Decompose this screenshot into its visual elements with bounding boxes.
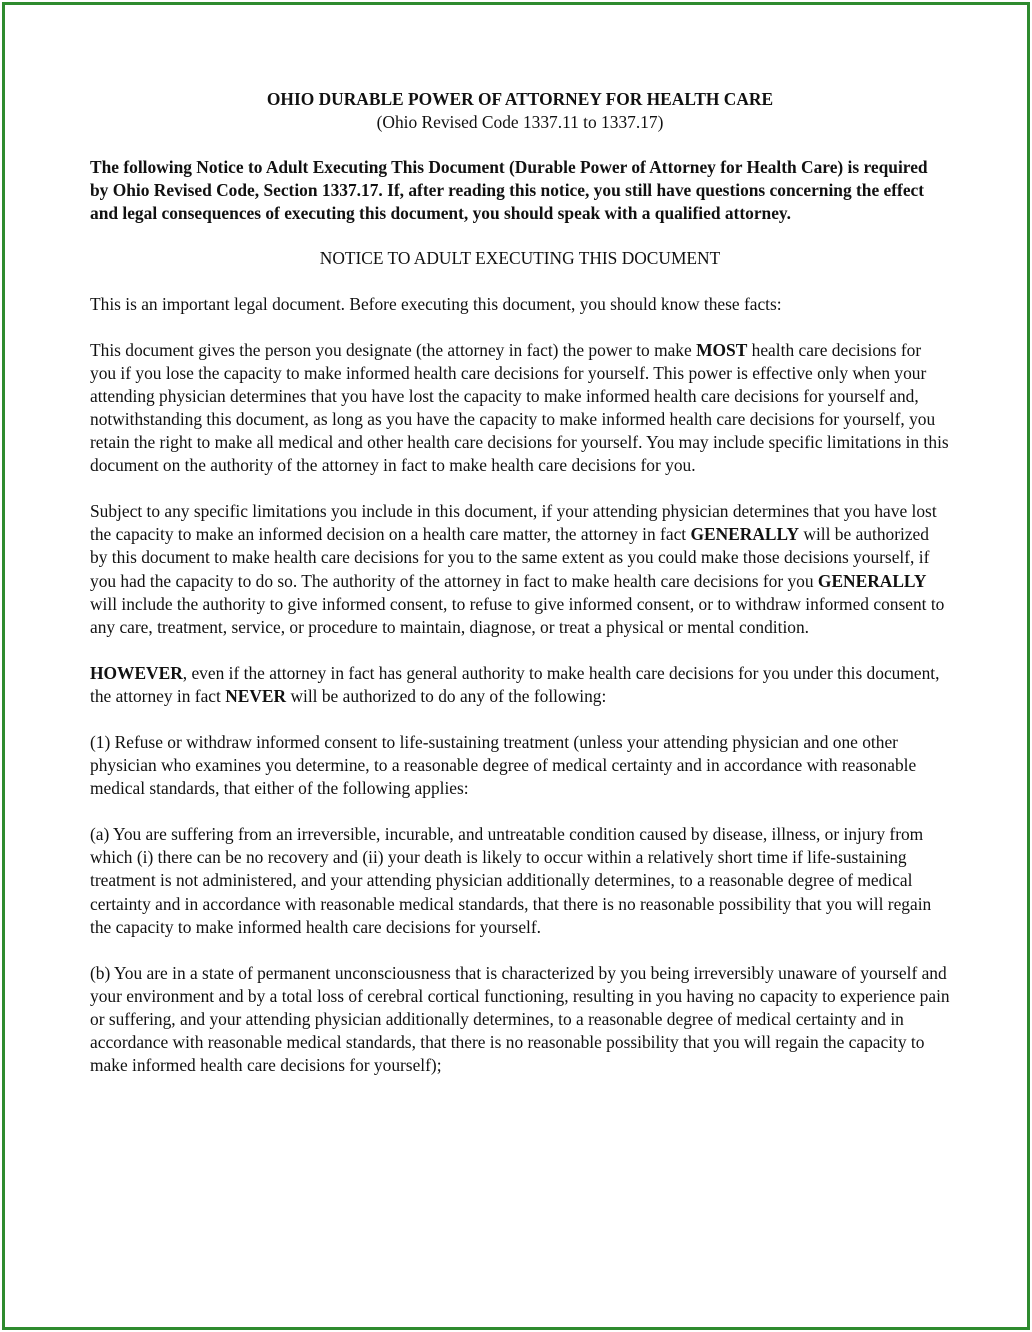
emphasis-generally: GENERALLY [817, 570, 927, 591]
paragraph-text: will include the authority to give informed consent, to refuse to give informed consent, or to withdraw informed consent to any care, treatment, service, or procedure to maintain, diagnose, or treat a physical or mental condition. [90, 593, 945, 637]
document-page [90, 88, 950, 1100]
intro-notice: The following Notice to Adult Executing This Document (Durable Power of Attorney for Health Care) is required by Ohio Revised Code, Section 1337.17. If, after reading this notice, you still have questions concerning the effect and legal consequences of executing this document, you should speak with a qualified attorney. [90, 157, 928, 224]
paragraph-text: will be authorized by this document to make health care decisions for you to the same extent as you could make those decisions yourself, if you had the capacity to do so. The authority of the attorney in fact to make health care decisions for you [90, 524, 930, 591]
document-subtitle: (Ohio Revised Code 1337.11 to 1337.17) [376, 112, 664, 133]
paragraph-item-1: (1) Refuse or withdraw informed consent to life-sustaining treatment (unless your attending physician and one other physician who examines you determine, to a reasonable degree of medical certainty and in accordance with reasonable medical standards, that either of the following applies: [90, 731, 917, 799]
paragraph-important: This is an important legal document. Before executing this document, you should know these facts: [90, 293, 782, 314]
paragraph-item-b: (b) You are in a state of permanent unconsciousness that is characterized by you being irreversibly unaware of yourself and your environment and by a total loss of cerebral cortical functioning, resulting in you having no capacity to experience pain or suffering, and your attending physician additionally determines, to a reasonable degree of medical certainty and in accordance with reasonable medical standards, that there is no reasonable possibility that you will regain the capacity to make informed health care decisions for yourself); [90, 962, 950, 1076]
notice-heading: NOTICE TO ADULT EXECUTING THIS DOCUMENT [319, 248, 721, 269]
paragraph-however [90, 662, 950, 708]
paragraph-designate [90, 339, 950, 478]
document-title: OHIO DURABLE POWER OF ATTORNEY FOR HEALTH CARE [266, 89, 774, 109]
paragraph-text: will be authorized to do any of the following: [286, 685, 607, 706]
emphasis-never: NEVER [225, 685, 287, 706]
emphasis-however: HOWEVER [90, 662, 183, 683]
paragraph-limitations [90, 500, 950, 639]
paragraph-text: , even if the attorney in fact has general authority to make health care decisions for you under this document, the attorney in fact [90, 662, 940, 706]
paragraph-text: Subject to any specific limitations you include in this document, if your attending physician determines that you have lost the capacity to make an informed decision on a health care matter, the attorney in fact [90, 501, 937, 545]
emphasis-most: MOST [696, 339, 748, 360]
paragraph-text: This document gives the person you designate (the attorney in fact) the power to make [90, 339, 697, 360]
emphasis-generally: GENERALLY [690, 524, 800, 545]
paragraph-item-a: (a) You are suffering from an irreversible, incurable, and untreatable condition caused by disease, illness, or injury from which (i) there can be no recovery and (ii) your death is likely to occur within a relatively short time if life-sustaining treatment is not administered, and your attending physician additionally determines, to a reasonable degree of medical certainty and in accordance with reasonable medical standards, that there is no reasonable possibility that you will regain the capacity to make informed health care decisions for yourself. [90, 824, 932, 937]
paragraph-text: health care decisions for you if you lose the capacity to make informed health care decisions for yourself. This power is effective only when your attending physician determines that you have lost the capacity to make informed health care decisions for yourself and, notwithstanding this document, as long as you have the capacity to make informed health care decisions for yourself, you retain the right to make all medical and other health care decisions for yourself. You may include specific limitations in this document on the authority of the attorney in fact to make health care decisions for you. [90, 339, 949, 476]
